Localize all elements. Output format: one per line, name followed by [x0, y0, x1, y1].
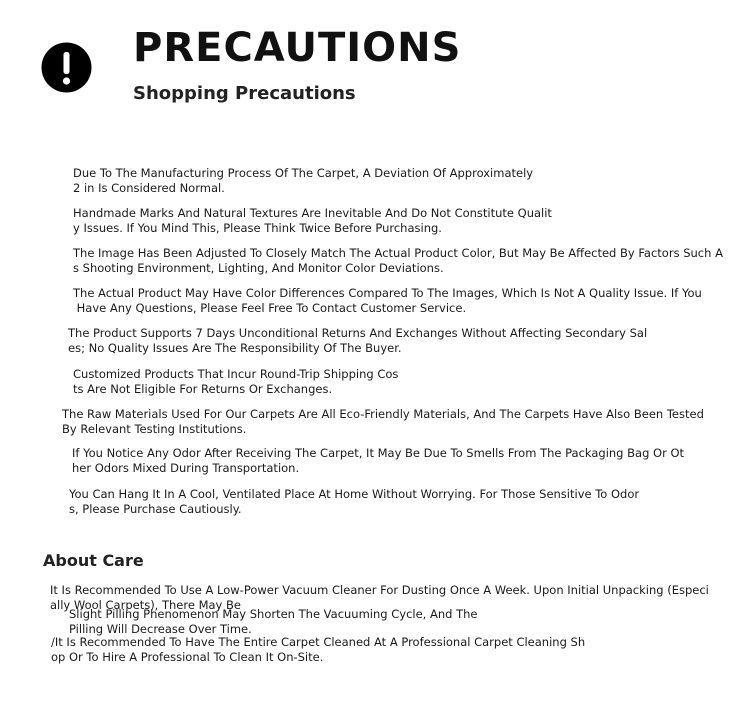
precaution-item: Due To The Manufacturing Process Of The Carpet, A Deviation Of Approximately 2 in Is Considered Normal. — [73, 166, 534, 195]
care-section-title: About Care — [43, 551, 144, 570]
page-subtitle: Shopping Precautions — [133, 83, 356, 104]
precaution-item: Customized Products That Incur Round-Trip Shipping Cos ts Are Not Eligible For Returns Or Exchanges. — [73, 367, 399, 396]
care-item: /It Is Recommended To Have The Entire Carpet Cleaned At A Professional Carpet Cleaning Sh op Or To Hire A Professional To Clean It On-Site. — [51, 635, 586, 664]
care-item: Slight Pilling Phenomenon May Shorten The Vacuuming Cycle, And The Pilling Will Decrease Over Time. — [69, 607, 478, 636]
precaution-item: The Actual Product May Have Color Differences Compared To The Images, Which Is Not A Quality Issue. If You Have Any Questions, Please Feel Free To Contact Customer Service. — [73, 286, 702, 315]
precaution-item: If You Notice Any Odor After Receiving The Carpet, It May Be Due To Smells From The Packaging Bag Or Ot her Odors Mixed During Transportation. — [72, 446, 685, 475]
precaution-item: You Can Hang It In A Cool, Ventilated Place At Home Without Worrying. For Those Sensitive To Odor s, Please Purchase Cautiously. — [69, 487, 640, 516]
precaution-item: Handmade Marks And Natural Textures Are Inevitable And Do Not Constitute Qualit y Issues. If You Mind This, Please Think Twice Before Purchasing. — [73, 206, 552, 235]
precaution-item: The Raw Materials Used For Our Carpets Are All Eco-Friendly Materials, And The Carpets Have Also Been Tested By Relevant Testing Institutions. — [62, 407, 704, 436]
precaution-item: The Image Has Been Adjusted To Closely Match The Actual Product Color, But May Be Affected By Factors Such A s Shooting Environment, Lighting, And Monitor Color Deviations. — [73, 246, 723, 275]
care-item: It Is Recommended To Use A Low-Power Vacuum Cleaner For Dusting Once A Week. Upon Initial Unpacking (Especi ally Wool Carpets), There May Be — [50, 583, 709, 612]
exclamation-circle-icon — [41, 42, 92, 93]
page-title: PRECAUTIONS — [133, 25, 462, 71]
precaution-item: The Product Supports 7 Days Unconditional Returns And Exchanges Without Affecting Secondary Sal es; No Quality Issues Are The Responsibility Of The Buyer. — [68, 326, 648, 355]
